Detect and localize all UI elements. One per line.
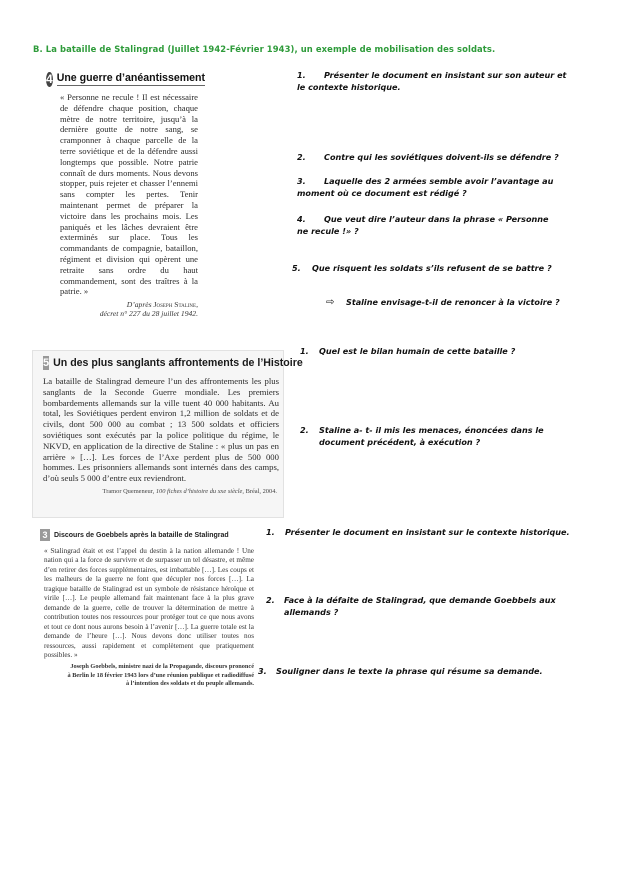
question-text: Contre qui les soviétiques doivent-ils se défendre ? [324,152,559,162]
section-heading: B. La bataille de Stalingrad (Juillet 1942-Février 1943), un exemple de mobilisation des soldats. [33,44,496,54]
question-text: Présenter le document en insistant sur son auteur et le contexte historique. [297,70,567,92]
question-text: Quel est le bilan humain de cette bataille ? [319,346,516,356]
question-text: Face à la défaite de Stalingrad, que demande Goebbels aux allemands ? [284,595,556,617]
document-5-number: 5 [43,357,50,369]
question-doc3-3 [258,666,558,678]
document-4-number: 4 [46,72,53,86]
document-4-text: « Personne ne recule ! Il est nécessaire de défendre chaque position, chaque mètre de notre territoire, jusqu’à la dernière goutte de notre sang, se cramponner à chaque parcelle de la terre soviétique et de la défendre aussi longtemps que possible. Notre patrie connaît de durs moments. Nous devons stopper, puis rejeter et chasser l’ennemi sans compter les pertes. Tenir maintenant permet de préparer la victoire dans les prochains mois. Les paniqués et les lâches devraient être exterminés sur place. Tous les commandants de compagnie, bataillon, régiment et division qui opèrent une retraite sans ordre du haut commandement, sont des traîtres à la patrie. » [60,92,198,297]
question-doc4-1 [297,70,567,93]
document-5-header [33,351,303,371]
question-number: 1. [297,70,306,80]
document-5-title: Un des plus sanglants affrontements de l’Histoire [53,357,303,369]
document-4 [46,70,206,319]
question-text: Que veut dire l’auteur dans la phrase « Personne ne recule !» ? [297,214,549,236]
document-4-title: Une guerre d’anéantissement [56,72,206,84]
document-4-source-author: Joseph Staline, [153,300,198,310]
question-number: 2. [266,595,275,605]
question-text: Staline envisage-t-il de renoncer à la victoire ? [346,297,560,307]
document-5-text: La bataille de Stalingrad demeure l’un des affrontements les plus sanglants de la Seconde Guerre mondiale. Les premiers bombardements allemands sur la ville tuent 40 000 habitants. Au total, les Soviétiques perdent environ 1,2 million de soldats et de civils, dont 500 000 au combat ; 13 500 soldats et officiers soviétiques sont exécutés par la police politique du régime, le NKVD, en application de la directive de Staline : « plus un pas en arrière » […]. Les forces de l’Axe perdent plus de 500 000 hommes. Les prisonniers allemands sont internés dans des camps, d’où seuls 5 000 d’entre eux reviendront. [43,376,279,484]
document-3-header [40,527,256,543]
document-5-source-publisher: Bréal, 2004. [245,487,277,495]
question-doc5-2 [300,425,591,448]
question-number: 1. [266,527,275,537]
question-text: Staline a- t- il mis les menaces, énoncées dans le document précédent, à exécution ? [319,425,544,447]
document-4-header [46,70,206,88]
question-number: 3. [297,176,306,186]
document-4-source-date: décret n° 227 du 28 juillet 1942. [99,309,198,319]
question-doc3-2 [266,595,574,618]
question-text: Souligner dans le texte la phrase qui résume sa demande. [276,666,543,676]
question-number: 3. [258,666,267,676]
question-number: 5. [292,263,301,273]
question-number: 2. [300,425,309,435]
document-3 [40,527,256,688]
question-doc4-6 [326,297,576,309]
document-5-source [33,488,277,495]
question-text: Présenter le document en insistant sur le contexte historique. [285,527,570,537]
document-5 [32,350,303,518]
document-3-number: 3 [40,529,50,541]
question-doc4-5 [292,263,572,275]
question-doc5-1 [300,346,570,358]
question-doc4-4 [297,214,559,237]
document-3-source: Joseph Goebbels, ministre nazi de la Propagande, discours prononcé à Berlin le 18 février 1943 lors d’une réunion publique et radiodiffusé à l’intention des soldats et du peuple allemands. [67,663,254,688]
document-3-text: « Stalingrad était et est l’appel du destin à la nation allemande ! Une nation qui a la force de survivre et de surpasser un tel désastre, et même d’en retirer des forces supplémentaires, est imbattable […]. Les coups et les malheurs de la guerre ne font que décupler nos forces […]. La tragique bataille de Stalingrad est un symbole de résistance héroïque et virile […]. Le peuple allemand fait maintenant face à la plus grave demande de la guerre, celle de trouver la détermination de mettre à contribution toutes nos ressources pour protéger tout ce que nous avons et tout ce dont nous aurons besoin à l’avenir […]. La guerre totale est la demande de l’heure […]. Nous devons donc utiliser toutes nos ressources, aussi rapidement et complètement que pratiquement possibles. » [44,547,254,659]
document-5-source-title: 100 fiches d’histoire du xxe siècle, [155,487,244,495]
document-3-title: Discours de Goebbels après la bataille de Stalingrad [54,531,229,539]
document-5-source-author: Tramor Quemeneur, [102,487,155,495]
question-number: 4. [297,214,306,224]
question-number: 1. [300,346,309,356]
question-doc4-2 [297,152,567,164]
document-4-source-prefix: D’après [126,300,152,310]
document-4-source [86,300,198,318]
question-doc3-1 [266,527,576,539]
question-text: Que risquent les soldats s’ils refusent de se battre ? [312,263,552,273]
arrow-right-icon: ⇨ [326,297,335,308]
question-number: 2. [297,152,306,162]
question-text: Laquelle des 2 armées semble avoir l’avantage au moment où ce document est rédigé ? [297,176,554,198]
question-doc4-3 [297,176,559,199]
